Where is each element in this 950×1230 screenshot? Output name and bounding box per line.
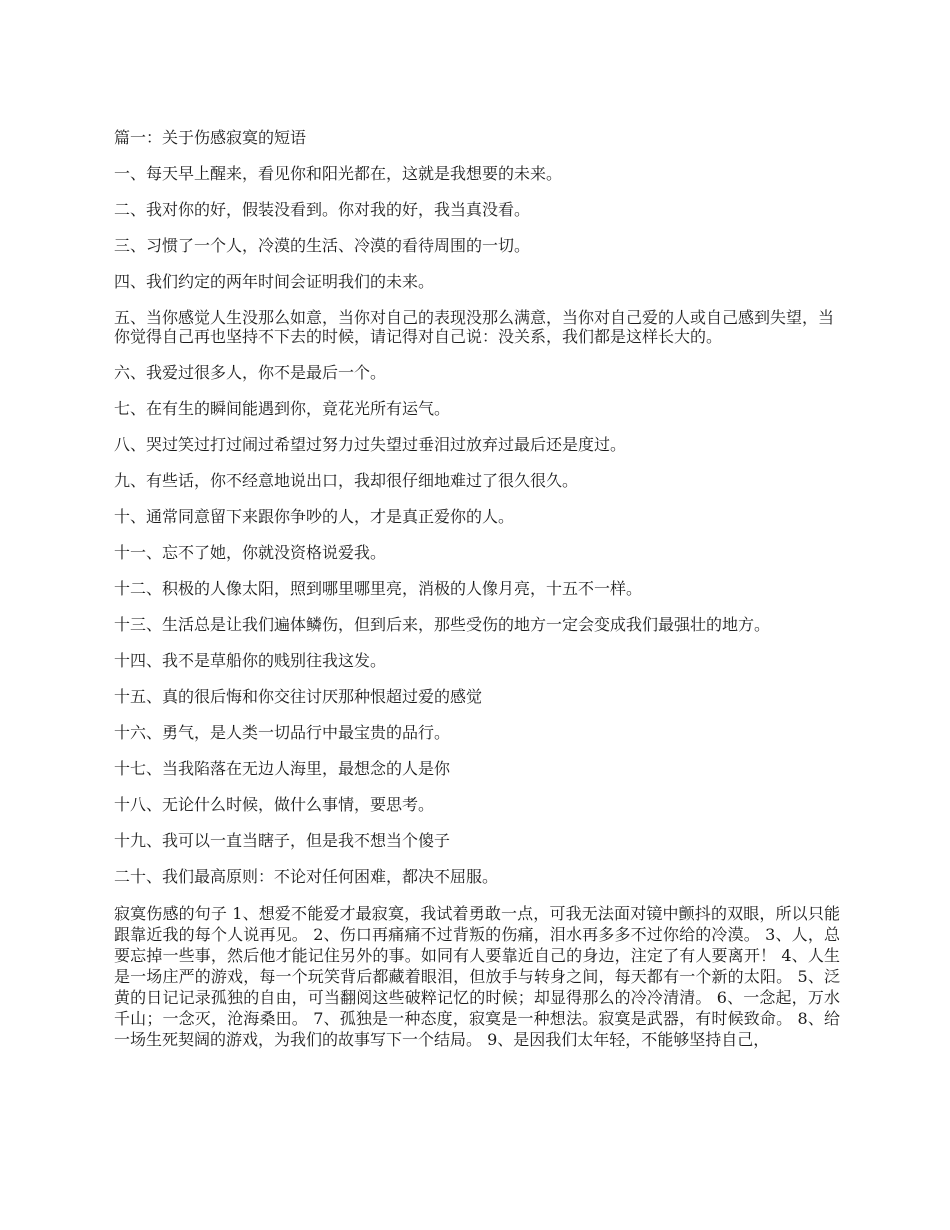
document-page xyxy=(114,128,840,1050)
list-item: 十二、积极的人像太阳，照到哪里哪里亮，消极的人像月亮，十五不一样。 xyxy=(114,579,643,598)
list-item: 二、我对你的好，假装没看到。你对我的好，我当真没看。 xyxy=(114,200,531,219)
body-paragraph: 寂寞伤感的句子 1、想爱不能爱才最寂寞，我试着勇敢一点，可我无法面对镜中颤抖的双眼，所以只能跟靠近我的每个人说再见。 2、伤口再痛痛不过背叛的伤痛，泪水再多多不过你给的冷漠。 3、人，总要忘掉一些事，然后他才能记住另外的事。如同有人要靠近自己的身边，注定了有人要离开！ 4、人生是一场庄严的游戏，每一个玩笑背后都藏着眼泪，但放手与转身之间，每天都有一个新的太阳。 5、泛黄的日记记录孤独的自由，可当翻阅这些破粹记忆的时候；却显得那么的冷冷清清。 6、一念起，万水千山；一念灭，沧海桑田。 7、孤独是一种态度，寂寞是一种想法。寂寞是武器，有时候致命。 8、给一场生死契阔的游戏，为我们的故事写下一个结局。 9、是因我们太年轻，不能够坚持自己， xyxy=(114,904,840,1049)
list-item: 五、当你感觉人生没那么如意，当你对自己的表现没那么满意，当你对自己爱的人或自己感到失望，当你觉得自己再也坚持不下去的时候，请记得对自己说：没关系，我们都是这样长大的。 xyxy=(114,308,835,346)
list-item: 四、我们约定的两年时间会证明我们的未来。 xyxy=(114,272,435,291)
list-item: 三、习惯了一个人，冷漠的生活、冷漠的看待周围的一切。 xyxy=(114,236,531,255)
list-item: 十三、生活总是让我们遍体鳞伤，但到后来，那些受伤的地方一定会变成我们最强壮的地方。 xyxy=(114,615,771,634)
list-item: 七、在有生的瞬间能遇到你，竟花光所有运气。 xyxy=(114,399,451,418)
list-item: 十六、勇气，是人类一切品行中最宝贵的品行。 xyxy=(114,723,451,742)
list-item: 二十、我们最高原则：不论对任何困难，都决不屈服。 xyxy=(114,867,499,886)
list-item: 十四、我不是草船你的贱别往我这发。 xyxy=(114,651,387,670)
list-item: 十八、无论什么时候，做什么事情，要思考。 xyxy=(114,795,435,814)
list-item: 十五、真的很后悔和你交往讨厌那种恨超过爱的感觉 xyxy=(114,687,483,706)
list-item: 九、有些话，你不经意地说出口，我却很仔细地难过了很久很久。 xyxy=(114,471,579,490)
list-item: 八、哭过笑过打过闹过希望过努力过失望过垂泪过放弃过最后还是度过。 xyxy=(114,435,627,454)
document-title: 篇一：关于伤感寂寞的短语 xyxy=(114,128,307,147)
list-item: 六、我爱过很多人，你不是最后一个。 xyxy=(114,363,387,382)
list-item: 十一、忘不了她，你就没资格说爱我。 xyxy=(114,543,387,562)
list-item: 一、每天早上醒来，看见你和阳光都在，这就是我想要的未来。 xyxy=(114,164,563,183)
list-item: 十七、当我陷落在无边人海里，最想念的人是你 xyxy=(114,759,451,778)
list-item: 十、通常同意留下来跟你争吵的人，才是真正爱你的人。 xyxy=(114,507,515,526)
list-item: 十九、我可以一直当瞎子，但是我不想当个傻子 xyxy=(114,831,451,850)
